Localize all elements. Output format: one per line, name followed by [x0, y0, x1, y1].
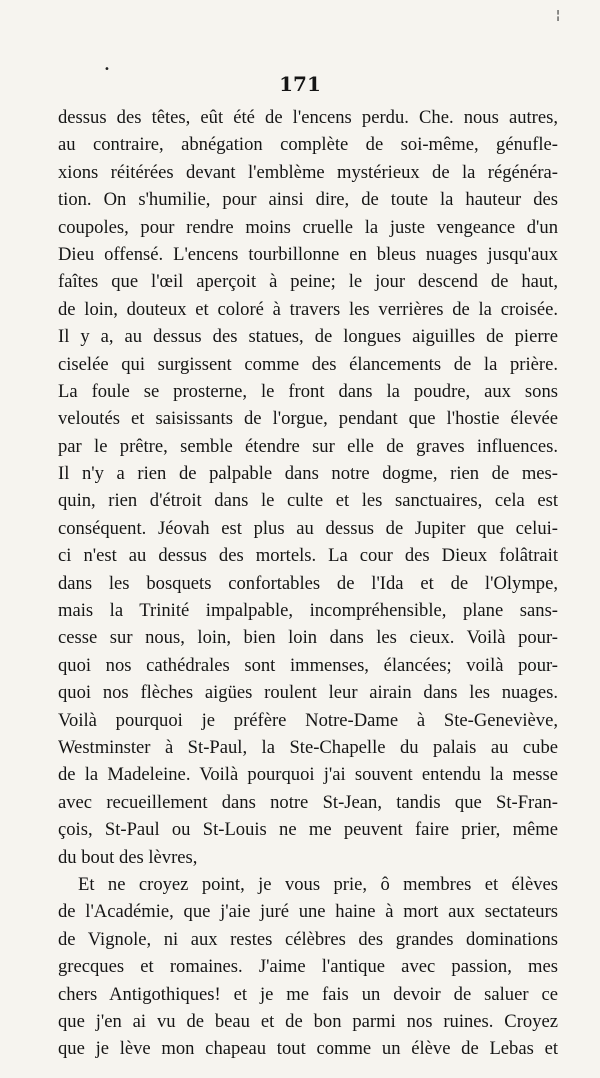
text-line: La foule se prosterne, le front dans la poudre, aux sons: [58, 380, 558, 402]
text-line: quoi nos flèches aigües roulent leur airain dans les nuages.: [58, 682, 558, 704]
text-line: avec recueillement dans notre St-Jean, tandis que St-Fran-: [58, 791, 558, 813]
text-line: ciselée qui surgissent comme des élancements de la prière.: [58, 353, 558, 375]
text-line: que je lève mon chapeau tout comme un élève de Lebas et: [58, 1038, 558, 1060]
text-line: cesse sur nous, loin, bien loin dans les cieux. Voilà pour-: [58, 627, 558, 649]
ink-speck: •: [104, 64, 110, 75]
text-line: conséquent. Jéovah est plus au dessus de Jupiter que celui-: [58, 517, 558, 539]
text-line: çois, St-Paul ou St-Louis ne me peuvent faire prier, même: [58, 819, 558, 841]
text-line: de loin, douteux et coloré à travers les verrières de la croisée.: [58, 298, 558, 320]
text-line: dans les bosquets confortables de l'Ida et de l'Olympe,: [58, 572, 558, 594]
text-line: grecques et romaines. J'aime l'antique avec passion, mes: [58, 956, 558, 978]
text-line: de Vignole, ni aux restes célèbres des grandes dominations: [58, 928, 558, 950]
text-line: faîtes que l'œil aperçoit à peine; le jour descend de haut,: [58, 271, 558, 293]
text-line: au contraire, abnégation complète de soi-même, génufle-: [58, 134, 558, 156]
text-line: que j'en ai vu de beau et de bon parmi nos ruines. Croyez: [58, 1010, 558, 1032]
text-line: mais la Trinité impalpable, incompréhensible, plane sans-: [58, 600, 558, 622]
text-line: chers Antigothiques! et je me fais un devoir de saluer ce: [58, 983, 558, 1005]
text-line: ci n'est au dessus des mortels. La cour des Dieux folâtrait: [58, 545, 558, 567]
text-line: de la Madeleine. Voilà pourquoi j'ai souvent entendu la messe: [58, 764, 558, 786]
text-line: Il n'y a rien de palpable dans notre dogme, rien de mes-: [58, 463, 558, 485]
text-line: quin, rien d'étroit dans le culte et les sanctuaires, cela est: [58, 490, 558, 512]
text-line: Westminster à St-Paul, la Ste-Chapelle du palais au cube: [58, 736, 558, 758]
text-line: coupoles, pour rendre moins cruelle la juste vengeance d'un: [58, 216, 558, 238]
text-line: dessus des têtes, eût été de l'encens perdu. Che. nous autres,: [58, 107, 558, 128]
text-line: par le prêtre, semble étendre sur elle de graves influences.: [58, 435, 558, 457]
body-text: [58, 104, 558, 1063]
text-line: Il y a, au dessus des statues, de longues aiguilles de pierre: [58, 326, 558, 348]
text-line: xions réitérées devant l'emblème mystérieux de la régénéra-: [58, 161, 558, 183]
text-line: Voilà pourquoi je préfère Notre-Dame à Ste-Geneviève,: [58, 709, 558, 731]
text-line: tion. On s'humilie, pour ainsi dire, de toute la hauteur des: [58, 189, 558, 211]
text-line: Et ne croyez point, je vous prie, ô membres et élèves: [78, 873, 558, 895]
text-line: du bout des lèvres,: [58, 846, 198, 868]
page-edge-mark: ¦: [556, 8, 561, 22]
text-line: veloutés et saisissants de l'orgue, pendant que l'hostie élevée: [58, 408, 558, 430]
text-line: quoi nos cathédrales sont immenses, élancées; voilà pour-: [58, 654, 558, 676]
text-line: Dieu offensé. L'encens tourbillonne en bleus nuages jusqu'aux: [58, 243, 558, 265]
text-line: de l'Académie, que j'aie juré une haine à mort aux sectateurs: [58, 901, 558, 923]
page-number: 171: [279, 72, 321, 96]
